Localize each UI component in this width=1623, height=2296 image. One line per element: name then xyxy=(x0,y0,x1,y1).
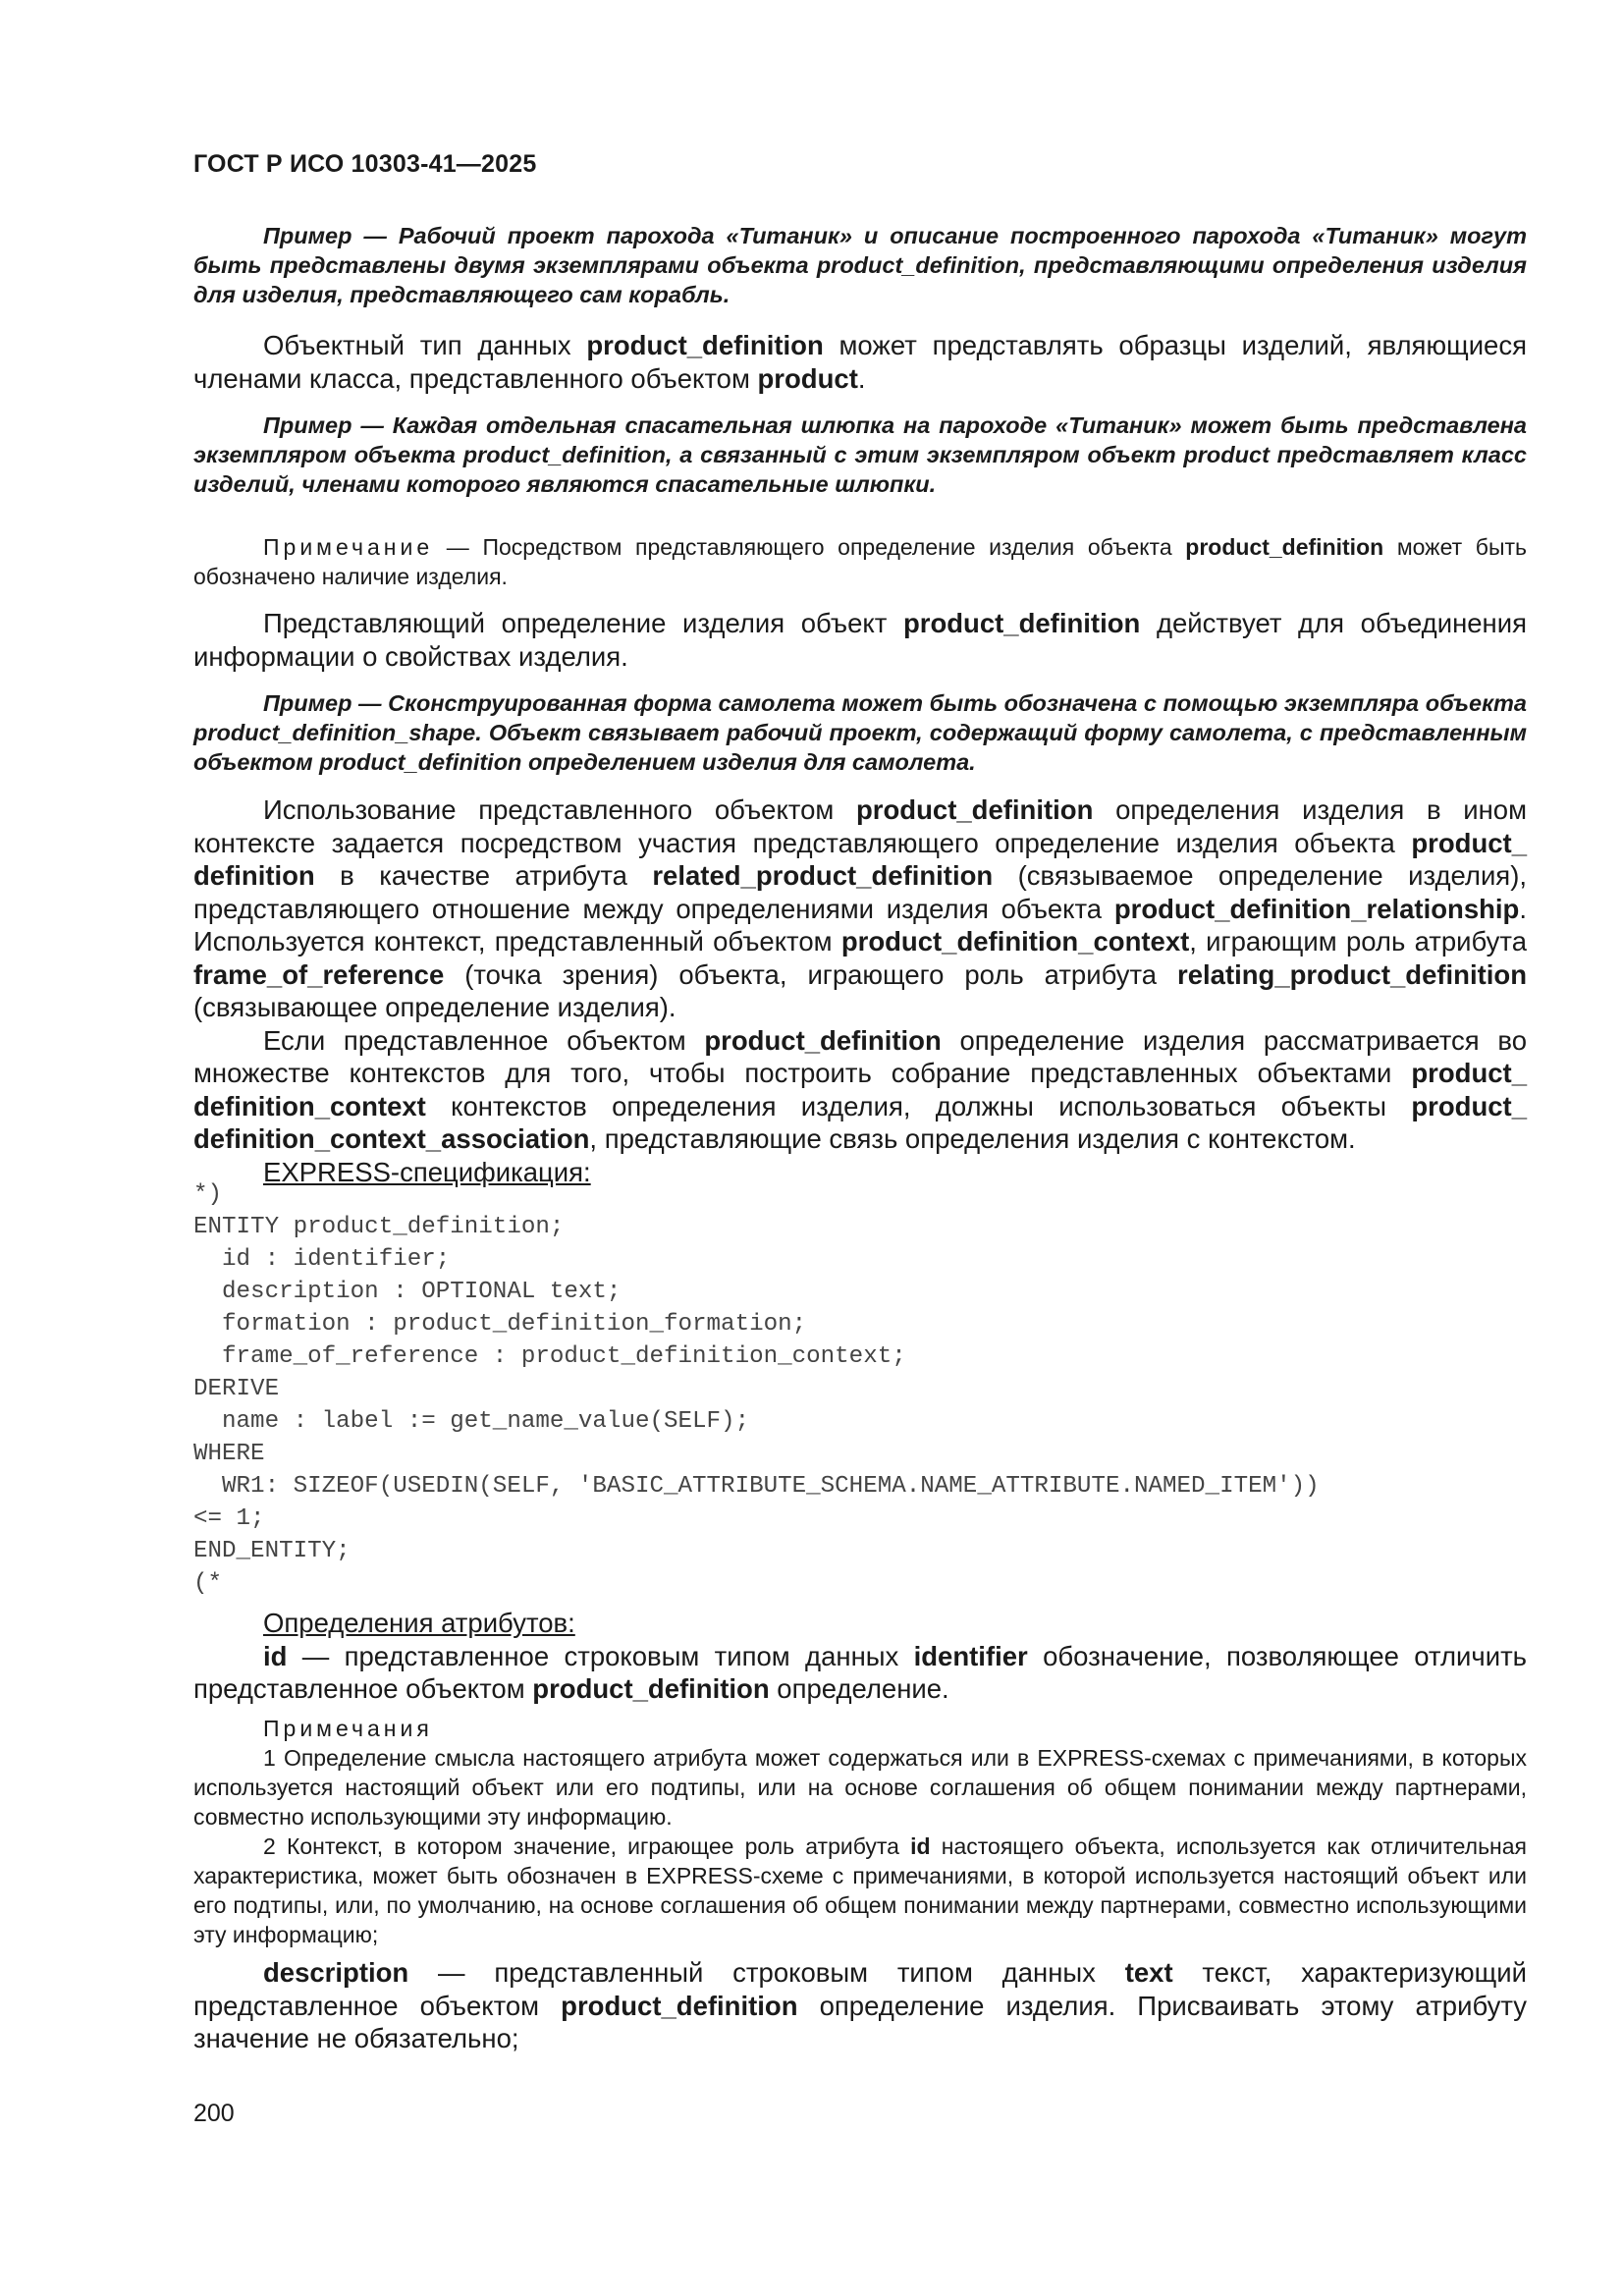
express-code: *) ENTITY product_definition; id : identifier; description : OPTIONAL text; formation : product_definition_formation; frame_of_reference : product_definition_context; DERIVE name : label := get_name_value(SELF); WHERE WR1: SIZEOF(USEDIN(SELF, 'BASIC_ATTRIBUTE_SCHEMA.NAME_ATTRIBUTE.NAMED_ITEM')) <= 1; END_ENTITY; (* xyxy=(193,1181,1320,1597)
paragraph-1: Объектный тип данных product_definition может представлять образцы изделий, являющиеся членами класса, представленного объектом product. xyxy=(193,330,1527,394)
note-item: 2 Контекст, в котором значение, играющее роль атрибута id настоящего объекта, используется как отличительная характеристика, может быть обозначен в EXPRESS-схеме с примечаниями, в которой используется настоящий объект или его подтипы, или, по умолчанию, на основе соглашения об общем понимании между партнерами, совместно использующими эту информацию; xyxy=(193,1833,1528,1947)
document-code: ГОСТ Р ИСО 10303-41—2025 xyxy=(193,150,537,178)
example-3: Пример — Сконструированная форма самолета может быть обозначена с помощью экземпляра объекта product_definition_shape. Объект связывает рабочий проект, содержащий форму самолета, с представленным объектом product_definition определением изделия для самолета. xyxy=(193,690,1527,775)
note-item: 1 Определение смысла настоящего атрибута может содержаться или в EXPRESS-схемах с примечаниями, в которых используется настоящий объект или его подтипы, или на основе соглашения об общем понимании между партнерами, совместно использующими эту информацию. xyxy=(193,1745,1527,1830)
paragraph-3: Использование представленного объектом product_definition определения изделия в ином контексте задается посредством участия представляющего определение изделия объекта product_ definition в качестве атрибута related_product_definition (связываемое определение изделия), представляющего отношение между определениями изделия объекта product_definition_relationship. Используется контекст, представленный объектом product_definition_context, играющим роль атрибута frame_of_reference (точка зрения) объекта, играющего роль атрибута relating_product_definition (связывающее определение изделия). Если представленное объектом product_definition определение изделия рассматривается во множестве контекстов для того, чтобы построить собрание представленных объектами product_ definition_context контекстов определения изделия, должны использоваться объекты product_ definition_context_association, представляющие связь определения изделия с контекстом. EXPRESS-спецификация: xyxy=(193,794,1528,1187)
attribute-definitions: Определения атрибутов: id — представленное строковым типом данных identifier обозначение, позволяющее отличить представленное объектом product_definition определение. xyxy=(193,1608,1527,1704)
example-2: Пример — Каждая отдельная спасательная шлюпка на пароходе «Титаник» может быть представлена экземпляром объекта product_definition, а связанный с этим экземпляром объект product представляет класс изделий, членами которого являются спасательные шлюпки. xyxy=(193,412,1527,497)
notes-title: Примечания xyxy=(263,1716,433,1741)
note-1: Примечание — Посредством представляющего определение изделия объекта product_definition может быть обозначено наличие изделия. xyxy=(193,534,1528,589)
attributes-heading: Определения атрибутов: xyxy=(263,1608,575,1638)
page-number: 200 xyxy=(193,2100,235,2127)
paragraph-2: Представляющий определение изделия объект product_definition действует для объединения информации о свойствах изделия. xyxy=(193,608,1527,672)
notes-block xyxy=(193,1714,1527,1949)
express-heading: EXPRESS-спецификация: xyxy=(263,1156,591,1187)
paragraph-description: description — представленный строковым типом данных text текст, характеризующий представленное объектом product_definition определение изделия. Присваивать этому атрибуту значение не обязательно; xyxy=(193,1957,1528,2053)
example-1: Пример — Рабочий проект парохода «Титаник» и описание построенного парохода «Титаник» могут быть представлены двумя экземплярами объекта product_definition, представляющими определения изделия для изделия, представляющего сам корабль. xyxy=(193,223,1527,307)
